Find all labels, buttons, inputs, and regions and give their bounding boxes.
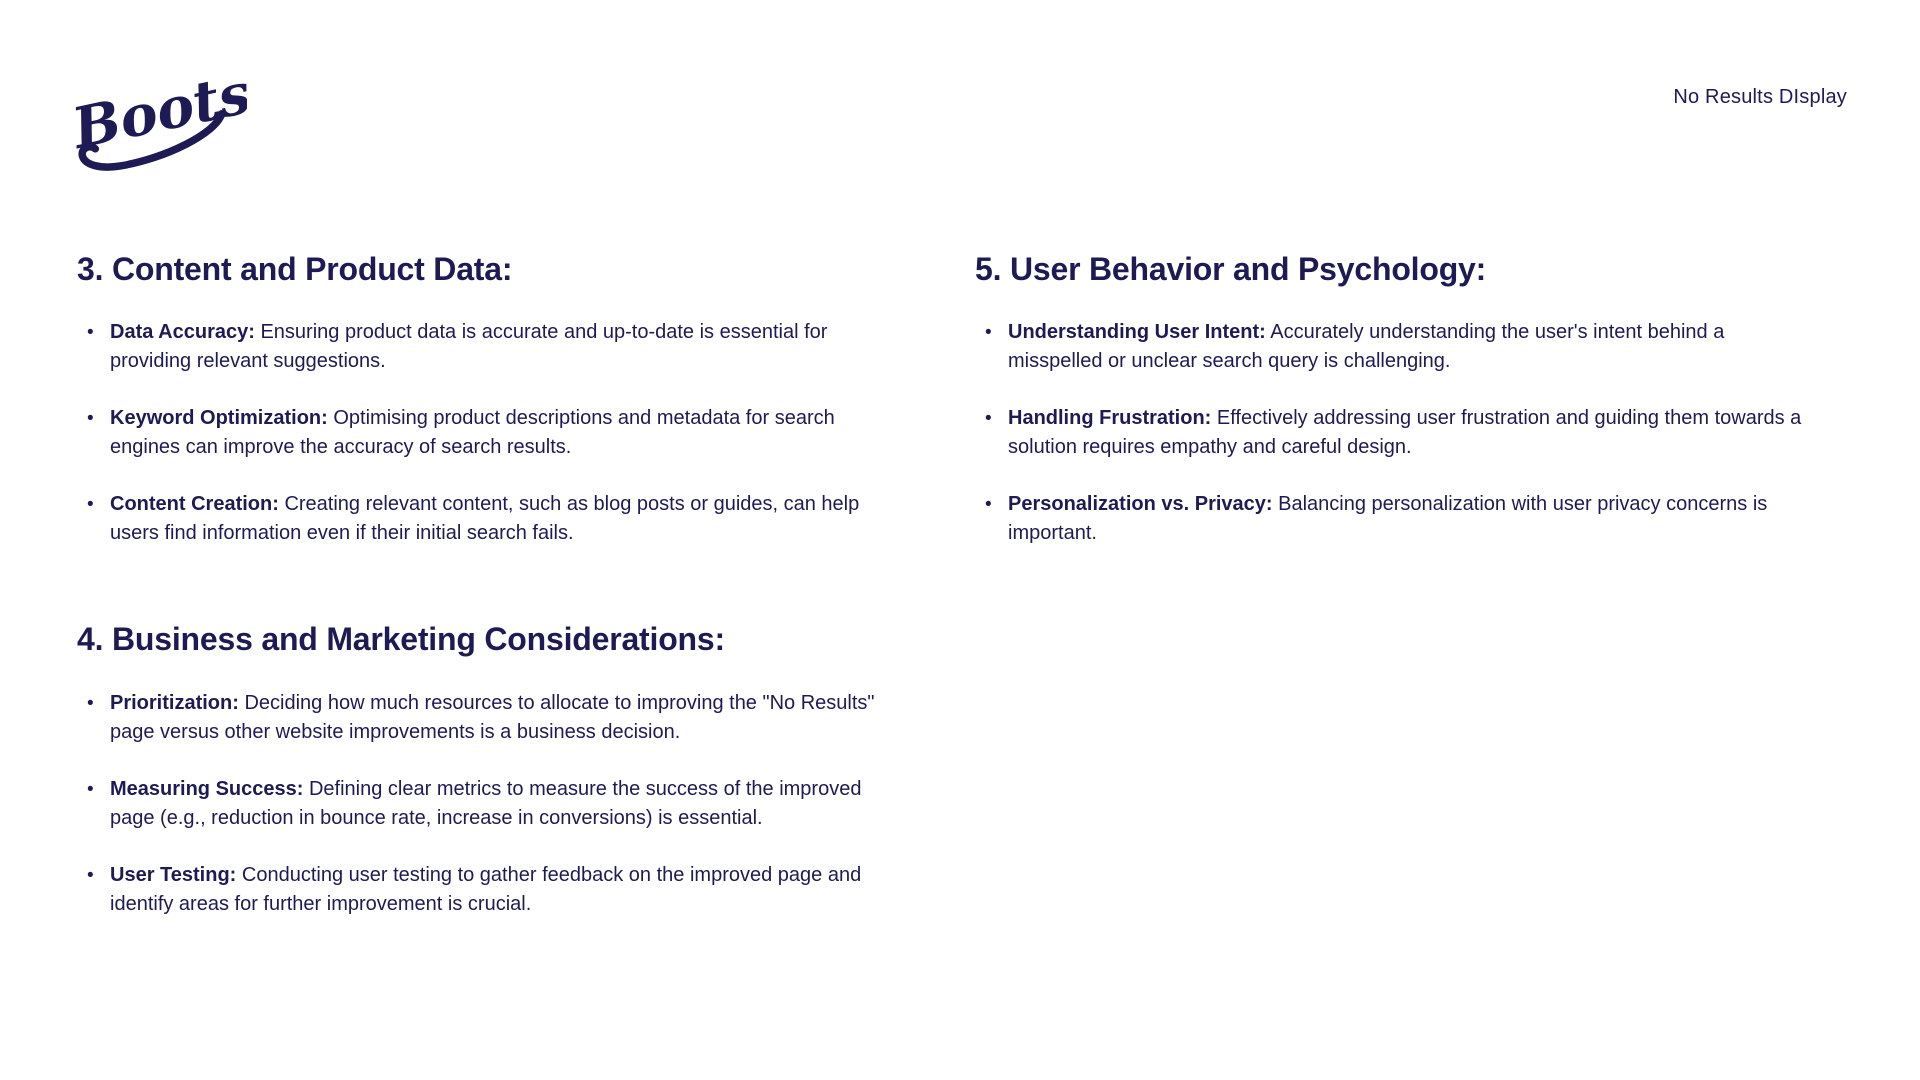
bullet-text: Defining clear metrics to measure the success of the improved page (e.g., reduction in bounce rate, increase in conversions) is essential. <box>110 777 862 829</box>
list-item <box>77 689 895 747</box>
bullet-label: Understanding User Intent: <box>1008 321 1266 344</box>
section-heading: 4. Business and Marketing Considerations: <box>77 621 725 658</box>
bullet-label: Prioritization: <box>110 691 239 714</box>
list-item <box>77 775 895 833</box>
bullet-label: Measuring Success: <box>110 777 304 800</box>
section-heading: 3. Content and Product Data: <box>77 251 513 287</box>
bullet-text: Conducting user testing to gather feedback on the improved page and identify areas for further improvement is crucial. <box>110 863 862 915</box>
bullet-icon: • <box>87 322 94 344</box>
bullet-icon: • <box>87 778 94 800</box>
bullet-text: Optimising product descriptions and metadata for search engines can improve the accuracy of search results. <box>110 407 835 459</box>
bullet-text: Deciding how much resources to allocate to improving the "No Results" page versus other website improvements is a business decision. <box>110 691 875 743</box>
list-item <box>975 404 1823 462</box>
section-heading: 5. User Behavior and Psychology: <box>975 251 1487 287</box>
boots-logo <box>62 70 247 175</box>
bullet-text: Creating relevant content, such as blog posts or guides, can help users find information even if their initial search fails. <box>110 493 860 545</box>
bullet-icon: • <box>985 408 992 430</box>
bullet-label: Keyword Optimization: <box>110 407 328 430</box>
list-item <box>77 861 895 919</box>
bullet-label: Data Accuracy: <box>110 321 255 344</box>
right-column <box>975 250 1823 548</box>
list-item <box>77 318 895 376</box>
bullet-list <box>975 318 1823 548</box>
section-user-behavior <box>975 250 1823 548</box>
bullet-icon: • <box>985 494 992 516</box>
boots-logo-text: Boots <box>67 70 247 163</box>
bullet-text: Effectively addressing user frustration and guiding them towards a solution requires empathy and careful design. <box>1008 407 1802 459</box>
bullet-label: Personalization vs. Privacy: <box>1008 493 1273 516</box>
bullet-text: Ensuring product data is accurate and up-to-date is essential for providing relevant suggestions. <box>110 321 828 373</box>
list-item <box>77 490 895 548</box>
bullet-icon: • <box>87 692 94 714</box>
bullet-text: Accurately understanding the user's intent behind a misspelled or unclear search query is challenging. <box>1008 321 1725 373</box>
bullet-label: Handling Frustration: <box>1008 407 1212 430</box>
list-item <box>975 318 1823 376</box>
boots-logo-graphic <box>62 70 247 175</box>
bullet-icon: • <box>87 494 94 516</box>
bullet-list <box>77 318 895 548</box>
list-item <box>77 404 895 462</box>
bullet-icon: • <box>87 408 94 430</box>
bullet-list <box>77 689 895 919</box>
bullet-icon: • <box>985 322 992 344</box>
list-item <box>975 490 1823 548</box>
page-title: No Results DIsplay <box>1673 86 1847 108</box>
left-column <box>77 250 895 919</box>
section-content-product-data <box>77 250 895 548</box>
bullet-label: Content Creation: <box>110 493 279 516</box>
bullet-text: Balancing personalization with user privacy concerns is important. <box>1008 493 1768 545</box>
section-business-marketing <box>77 620 895 918</box>
bullet-label: User Testing: <box>110 863 237 886</box>
bullet-icon: • <box>87 864 94 886</box>
